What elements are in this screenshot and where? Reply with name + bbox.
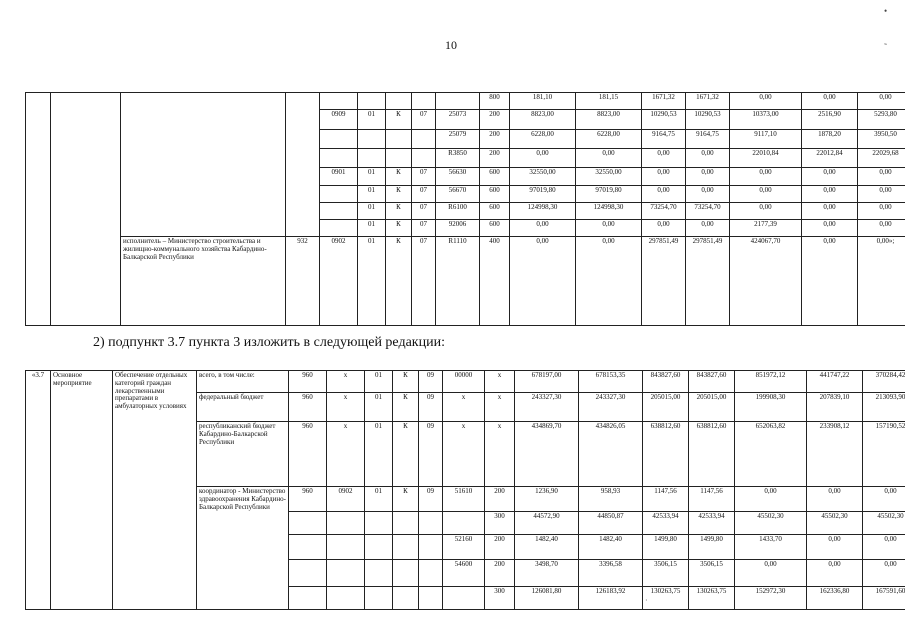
table-cell (419, 535, 443, 560)
table-cell: 960 (289, 371, 327, 393)
value-cell: 44850,87 (579, 512, 643, 535)
table-cell: 600 (480, 203, 510, 220)
value-cell: 124998,30 (510, 203, 576, 220)
value-cell: 0,00 (863, 535, 905, 560)
value-cell: 181,10 (510, 93, 576, 110)
value-cell: 2177,39 (730, 220, 802, 237)
table-cell: 07 (412, 186, 436, 203)
table-cell (327, 535, 365, 560)
grbs-cell (286, 93, 320, 237)
value-cell: 0,00 (510, 149, 576, 168)
table-cell (412, 149, 436, 168)
value-cell: 3396,58 (579, 560, 643, 587)
table-cell: 25073 (436, 110, 480, 130)
table-cell (365, 512, 393, 535)
table-cell: К (393, 422, 419, 487)
table-cell: х (327, 422, 365, 487)
value-cell: 10290,53 (642, 110, 686, 130)
empty-col-1 (26, 93, 51, 326)
value-cell: 1499,80 (689, 535, 735, 560)
value-cell: 10373,00 (730, 110, 802, 130)
value-cell: 1878,20 (802, 130, 858, 149)
value-cell: 22010,84 (730, 149, 802, 168)
empty-col-2 (51, 93, 121, 326)
table-cell: 54600 (443, 560, 485, 587)
value-cell: 434869,70 (515, 422, 579, 487)
table-cell: 200 (485, 560, 515, 587)
value-cell: 1236,90 (515, 487, 579, 512)
value-cell: 32550,00 (576, 168, 642, 186)
item-name: Обеспечение отдельных категорий граждан лекарственными препаратами в амбулаторных условиях (113, 371, 197, 610)
table-cell (327, 587, 365, 610)
table-cell: 09 (419, 393, 443, 422)
value-cell: 157190,52 (863, 422, 905, 487)
value-cell: 0,00 (686, 186, 730, 203)
table-cell: х (485, 371, 515, 393)
value-cell: 0,00»; (858, 237, 905, 326)
table-cell: К (386, 186, 412, 203)
value-cell: 10290,53 (686, 110, 730, 130)
value-cell: 441747,22 (807, 371, 863, 393)
value-cell: 0,00 (642, 149, 686, 168)
value-cell: 1499,80 (643, 535, 689, 560)
value-cell: 32550,00 (510, 168, 576, 186)
table-cell (320, 93, 358, 110)
value-cell: 8823,00 (510, 110, 576, 130)
section-heading: 2) подпункт 3.7 пункта 3 изложить в следующей редакции: (93, 335, 445, 350)
table-cell (393, 560, 419, 587)
value-cell: 3498,70 (515, 560, 579, 587)
table-cell: 01 (358, 186, 386, 203)
value-cell: 3506,15 (689, 560, 735, 587)
value-cell: 45502,30 (735, 512, 807, 535)
table-cell (289, 535, 327, 560)
table-cell (320, 203, 358, 220)
table-cell: К (386, 110, 412, 130)
value-cell: 0,00 (642, 186, 686, 203)
value-cell: 0,00 (858, 220, 905, 237)
value-cell: 9164,75 (686, 130, 730, 149)
table-cell (419, 560, 443, 587)
table-cell: 01 (358, 237, 386, 326)
table-cell (393, 535, 419, 560)
value-cell: 22012,84 (802, 149, 858, 168)
value-cell: 0,00 (802, 220, 858, 237)
table-cell (289, 560, 327, 587)
value-cell: 297851,49 (686, 237, 730, 326)
scan-mark-top: • (884, 6, 888, 16)
value-cell: 0,00 (858, 168, 905, 186)
value-cell: 207839,10 (807, 393, 863, 422)
value-cell: 0,00 (686, 168, 730, 186)
executor-row (26, 237, 905, 326)
table-cell (412, 93, 436, 110)
table-cell (365, 535, 393, 560)
table-cell: 00000 (443, 371, 485, 393)
value-cell: 3506,15 (643, 560, 689, 587)
value-cell: 678153,35 (579, 371, 643, 393)
value-cell: 0,00 (858, 93, 905, 110)
value-cell: 73254,70 (642, 203, 686, 220)
page-number: 10 (445, 38, 457, 52)
value-cell: 0,00 (858, 186, 905, 203)
value-cell: 152972,30 (735, 587, 807, 610)
value-cell: 0,00 (730, 168, 802, 186)
funding-source: федеральный бюджет (197, 393, 289, 422)
table-cell: 0909 (320, 110, 358, 130)
value-cell: 638812,60 (643, 422, 689, 487)
value-cell: 0,00 (730, 203, 802, 220)
value-cell: 1671,32 (642, 93, 686, 110)
table-cell (436, 93, 480, 110)
table-cell: 92006 (436, 220, 480, 237)
table-cell: 01 (365, 393, 393, 422)
table-cell: К (393, 487, 419, 512)
scan-dot: · (645, 596, 648, 605)
table-cell: R6100 (436, 203, 480, 220)
table-cell (320, 186, 358, 203)
table-cell (327, 512, 365, 535)
value-cell: 2516,90 (802, 110, 858, 130)
table-cell: 0902 (327, 487, 365, 512)
table-cell: х (443, 422, 485, 487)
value-cell: 162336,80 (807, 587, 863, 610)
table-row (26, 371, 905, 393)
value-cell: 124998,30 (576, 203, 642, 220)
value-cell: 6228,00 (510, 130, 576, 149)
table-cell: 600 (480, 186, 510, 203)
value-cell: 205015,00 (643, 393, 689, 422)
table-cell: 200 (485, 535, 515, 560)
table-cell: 200 (480, 110, 510, 130)
table-cell: 960 (289, 393, 327, 422)
table-cell: К (393, 371, 419, 393)
table-cell: 01 (358, 110, 386, 130)
funding-source: всего, в том числе: (197, 371, 289, 393)
table-cell: 09 (419, 371, 443, 393)
table-cell (289, 512, 327, 535)
table-cell (443, 587, 485, 610)
value-cell: 8823,00 (576, 110, 642, 130)
value-cell: 843827,60 (689, 371, 735, 393)
table-cell (419, 512, 443, 535)
value-cell: 1147,56 (643, 487, 689, 512)
value-cell: 0,00 (686, 149, 730, 168)
value-cell: 0,00 (807, 560, 863, 587)
value-cell: 0,00 (802, 93, 858, 110)
table-cell: К (386, 220, 412, 237)
value-cell: 205015,00 (689, 393, 735, 422)
value-cell: 678197,00 (515, 371, 579, 393)
table-cell: 300 (485, 587, 515, 610)
value-cell: 213093,90 (863, 393, 905, 422)
value-cell: 0,00 (807, 487, 863, 512)
value-cell: 45502,30 (863, 512, 905, 535)
executor-label: исполнитель – Министерство строительства и жилищно-коммунального хозяйства Кабардино-Балкарской Республики (121, 237, 286, 326)
table-cell (386, 130, 412, 149)
table-cell: х (327, 393, 365, 422)
table-cell: 25079 (436, 130, 480, 149)
value-cell: 638812,60 (689, 422, 735, 487)
value-cell: 0,00 (802, 203, 858, 220)
value-cell: 97019,80 (576, 186, 642, 203)
value-cell: 843827,60 (643, 371, 689, 393)
value-cell: 1433,70 (735, 535, 807, 560)
value-cell: 0,00 (802, 237, 858, 326)
table-cell: R3850 (436, 149, 480, 168)
table-cell (443, 512, 485, 535)
table-cell: 07 (412, 168, 436, 186)
table-cell (365, 587, 393, 610)
value-cell: 297851,49 (642, 237, 686, 326)
item-type: Основное мероприятие (51, 371, 113, 610)
table-cell: 01 (365, 422, 393, 487)
value-cell: 0,00 (735, 487, 807, 512)
table-cell (289, 587, 327, 610)
table-cell: 800 (480, 93, 510, 110)
value-cell: 958,93 (579, 487, 643, 512)
table-cell: 56630 (436, 168, 480, 186)
scan-mark-right: ˜ (884, 42, 887, 52)
coordinator-label: координатор - Министерство здравоохранения Кабардино-Балкарской Республики (197, 487, 289, 610)
value-cell: 0,00 (576, 237, 642, 326)
value-cell: 0,00 (510, 220, 576, 237)
table-cell: R1110 (436, 237, 480, 326)
value-cell: 0,00 (686, 220, 730, 237)
value-cell: 130263,75 (643, 587, 689, 610)
value-cell: 0,00 (858, 203, 905, 220)
table-cell (365, 560, 393, 587)
table-cell: 07 (412, 110, 436, 130)
table-cell (419, 587, 443, 610)
table-cell (358, 93, 386, 110)
table-cell: 200 (485, 487, 515, 512)
table-cell (320, 149, 358, 168)
value-cell: 0,00 (863, 487, 905, 512)
table-cell: 51610 (443, 487, 485, 512)
table-cell: х (443, 393, 485, 422)
table-cell: К (386, 237, 412, 326)
value-cell: 42533,94 (689, 512, 735, 535)
table-cell: х (327, 371, 365, 393)
value-cell: 0,00 (730, 93, 802, 110)
table-cell: 01 (358, 220, 386, 237)
budget-table-item-3-7 (25, 370, 905, 610)
table-cell: 960 (289, 487, 327, 512)
value-cell: 0,00 (576, 149, 642, 168)
value-cell: 851972,12 (735, 371, 807, 393)
table-cell: 07 (412, 220, 436, 237)
value-cell: 0,00 (730, 186, 802, 203)
value-cell: 130263,75 (689, 587, 735, 610)
value-cell: 167591,60 (863, 587, 905, 610)
value-cell: 1671,32 (686, 93, 730, 110)
table-cell: 0901 (320, 168, 358, 186)
table-cell (320, 130, 358, 149)
value-cell: 126183,92 (579, 587, 643, 610)
budget-table-continued (25, 92, 905, 326)
empty-col-3 (121, 93, 286, 237)
table-cell: 01 (358, 168, 386, 186)
value-cell: 243327,30 (515, 393, 579, 422)
table-cell (386, 149, 412, 168)
table-cell: К (386, 168, 412, 186)
table-cell: К (393, 393, 419, 422)
table-cell: 01 (365, 487, 393, 512)
table-cell (386, 93, 412, 110)
table-cell: 300 (485, 512, 515, 535)
value-cell: 0,00 (807, 535, 863, 560)
table-cell: х (485, 422, 515, 487)
value-cell: 73254,70 (686, 203, 730, 220)
value-cell: 0,00 (642, 220, 686, 237)
value-cell: 0,00 (802, 168, 858, 186)
table-cell: 400 (480, 237, 510, 326)
value-cell: 9164,75 (642, 130, 686, 149)
table-cell: 09 (419, 422, 443, 487)
value-cell: 44572,90 (515, 512, 579, 535)
table-cell: 52160 (443, 535, 485, 560)
value-cell: 6228,00 (576, 130, 642, 149)
table-cell: 56670 (436, 186, 480, 203)
table-cell (320, 220, 358, 237)
table-cell (393, 587, 419, 610)
table-cell: 600 (480, 220, 510, 237)
value-cell: 370284,42 (863, 371, 905, 393)
value-cell: 1482,40 (579, 535, 643, 560)
value-cell: 97019,80 (510, 186, 576, 203)
value-cell: 0,00 (510, 237, 576, 326)
value-cell: 243327,30 (579, 393, 643, 422)
table-row (26, 93, 905, 110)
value-cell: 126081,80 (515, 587, 579, 610)
value-cell: 434826,05 (579, 422, 643, 487)
table-cell: 01 (365, 371, 393, 393)
value-cell: 5293,80 (858, 110, 905, 130)
value-cell: 652063,82 (735, 422, 807, 487)
table-cell (358, 130, 386, 149)
table-cell: 07 (412, 203, 436, 220)
item-number: «3.7 (26, 371, 51, 610)
funding-source: республиканский бюджет Кабардино-Балкарской Республики (197, 422, 289, 487)
value-cell: 42533,94 (643, 512, 689, 535)
table-cell (412, 130, 436, 149)
table-cell: 09 (419, 487, 443, 512)
value-cell: 1147,56 (689, 487, 735, 512)
value-cell: 181,15 (576, 93, 642, 110)
table-cell: 0902 (320, 237, 358, 326)
value-cell: 3950,50 (858, 130, 905, 149)
table-cell: 01 (358, 203, 386, 220)
table-cell (393, 512, 419, 535)
value-cell: 45502,30 (807, 512, 863, 535)
value-cell: 0,00 (642, 168, 686, 186)
table-cell (327, 560, 365, 587)
table-cell: 200 (480, 130, 510, 149)
table-cell: 07 (412, 237, 436, 326)
value-cell: 0,00 (802, 186, 858, 203)
table-cell: 960 (289, 422, 327, 487)
table-cell: х (485, 393, 515, 422)
value-cell: 9117,10 (730, 130, 802, 149)
value-cell: 233908,12 (807, 422, 863, 487)
value-cell: 199908,30 (735, 393, 807, 422)
table-cell: 932 (286, 237, 320, 326)
table-cell: 200 (480, 149, 510, 168)
value-cell: 0,00 (735, 560, 807, 587)
value-cell: 0,00 (576, 220, 642, 237)
value-cell: 22029,68 (858, 149, 905, 168)
table-cell: 600 (480, 168, 510, 186)
value-cell: 0,00 (863, 560, 905, 587)
value-cell: 1482,40 (515, 535, 579, 560)
value-cell: 424067,70 (730, 237, 802, 326)
table-cell (358, 149, 386, 168)
table-cell: К (386, 203, 412, 220)
